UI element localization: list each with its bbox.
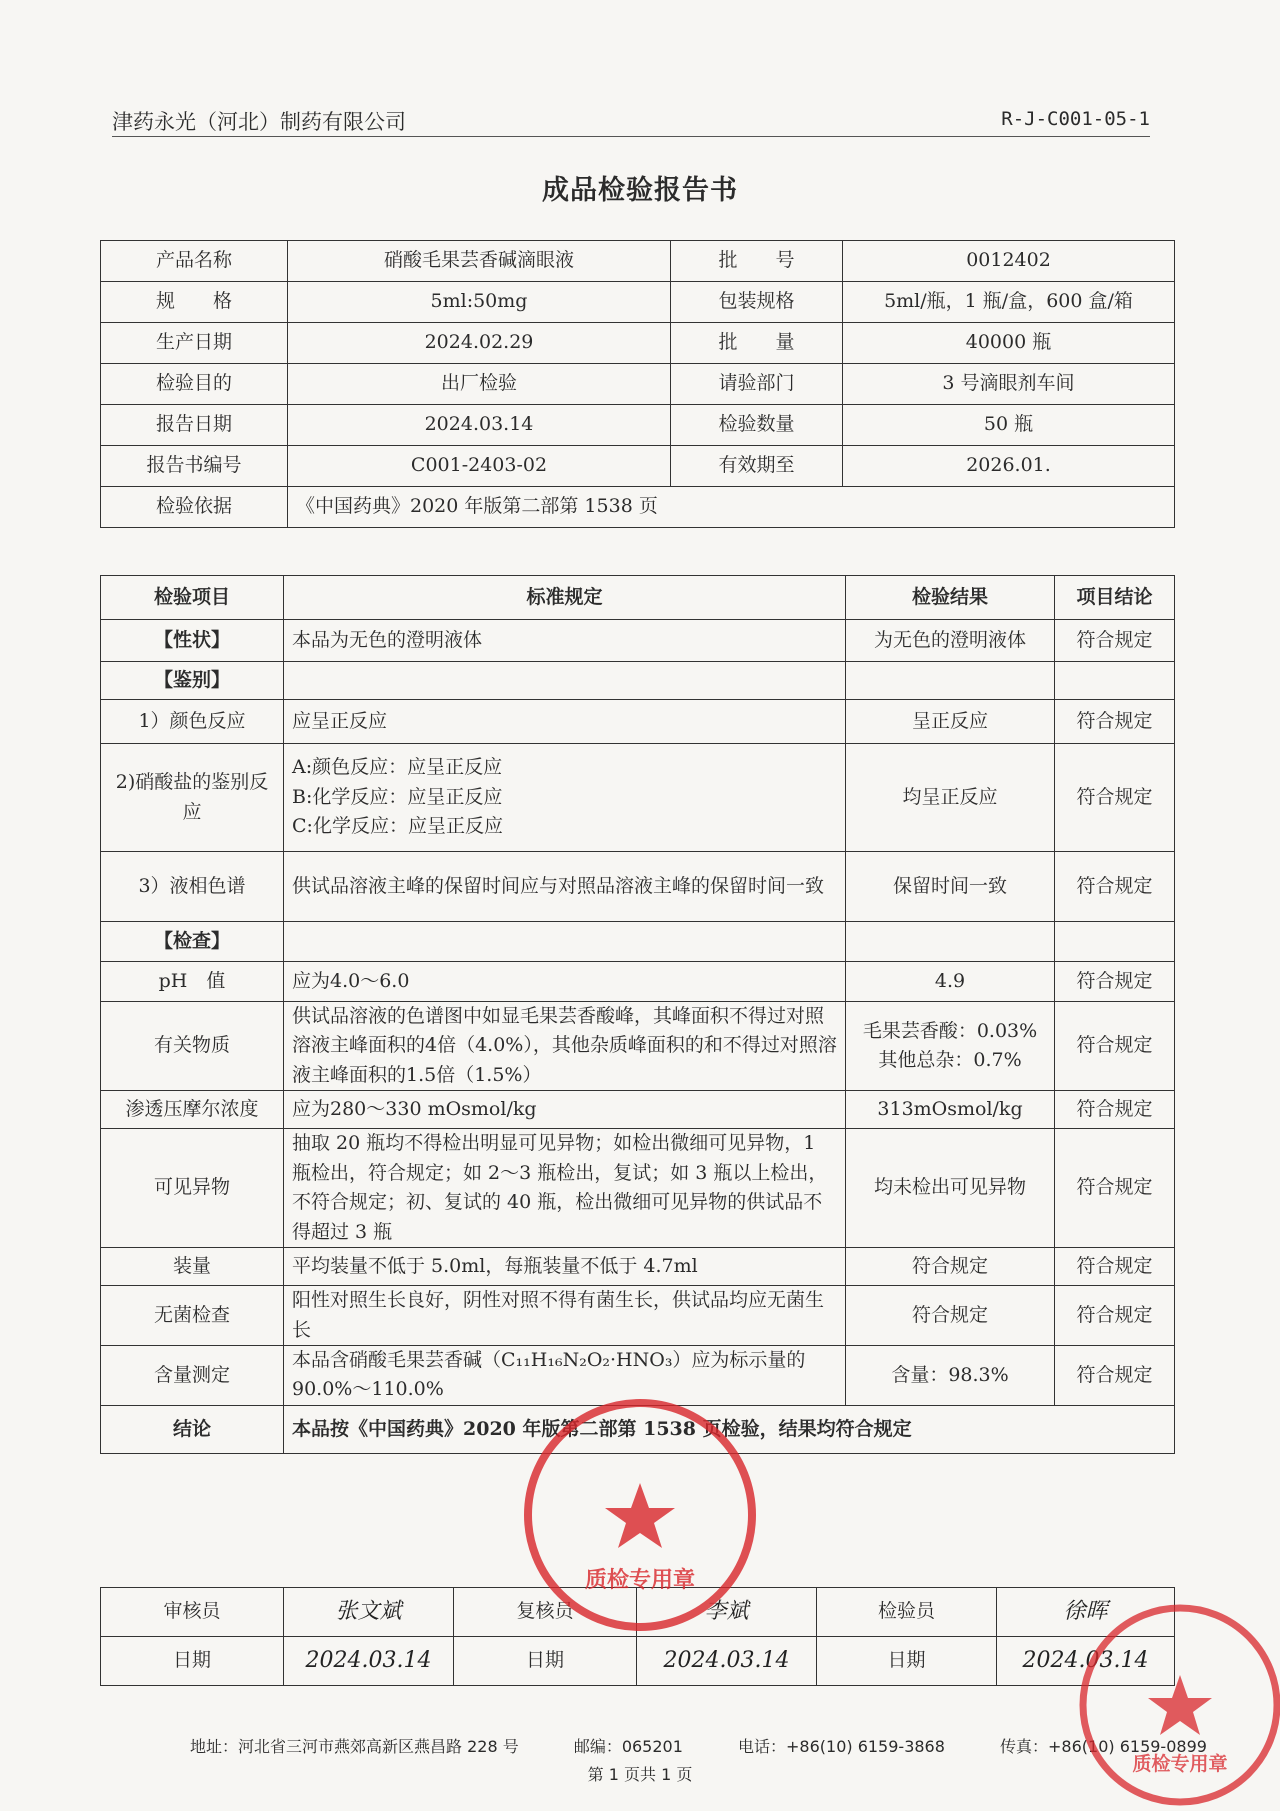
test-conclusion: 符合规定	[1055, 744, 1175, 852]
test-standard	[284, 922, 846, 962]
test-conclusion: 符合规定	[1055, 620, 1175, 662]
rechecker-date: 2024.03.14	[637, 1637, 817, 1686]
info-label: 检验数量	[671, 405, 843, 446]
test-standard: 阳性对照生长良好，阴性对照不得有菌生长，供试品均应无菌生长	[284, 1286, 846, 1346]
header-result: 检验结果	[846, 576, 1055, 620]
info-label: 报告日期	[101, 405, 288, 446]
test-conclusion: 符合规定	[1055, 852, 1175, 922]
test-row	[101, 962, 1175, 1002]
test-row	[101, 1286, 1175, 1346]
test-row	[101, 1002, 1175, 1091]
test-row	[101, 852, 1175, 922]
test-result: 4.9	[846, 962, 1055, 1002]
test-item: 可见异物	[101, 1129, 284, 1248]
test-result: 均呈正反应	[846, 744, 1055, 852]
info-label: 检验目的	[101, 364, 288, 405]
test-conclusion: 符合规定	[1055, 1248, 1175, 1286]
conclusion-text: 本品按《中国药典》2020 年版第二部第 1538 页检验，结果均符合规定	[284, 1405, 1175, 1453]
test-result: 保留时间一致	[846, 852, 1055, 922]
test-standard: 本品含硝酸毛果芸香碱（C₁₁H₁₆N₂O₂·HNO₃）应为标示量的90.0%～110.0%	[284, 1345, 846, 1405]
page-number: 第 1 页共 1 页	[587, 1765, 693, 1784]
rechecker-signature: 李斌	[637, 1588, 817, 1637]
test-row	[101, 700, 1175, 744]
info-value: 2024.03.14	[288, 405, 671, 446]
info-label: 请验部门	[671, 364, 843, 405]
info-row	[101, 241, 1175, 282]
info-value: 3 号滴眼剂车间	[843, 364, 1175, 405]
signoff-row	[101, 1588, 1175, 1637]
test-conclusion: 符合规定	[1055, 1091, 1175, 1129]
test-result: 符合规定	[846, 1286, 1055, 1346]
test-row	[101, 1129, 1175, 1248]
reviewer-date-label: 日期	[101, 1637, 284, 1686]
info-value: 5ml:50mg	[288, 282, 671, 323]
info-value: 2024.02.29	[288, 323, 671, 364]
rechecker-date-label: 日期	[454, 1637, 637, 1686]
test-standard: 供试品溶液主峰的保留时间应与对照品溶液主峰的保留时间一致	[284, 852, 846, 922]
test-result: 符合规定	[846, 1248, 1055, 1286]
info-label: 生产日期	[101, 323, 288, 364]
test-item: 【检查】	[101, 922, 284, 962]
conclusion-label: 结论	[101, 1405, 284, 1453]
footer-postcode: 邮编：065201	[573, 1737, 683, 1756]
test-item: 无菌检查	[101, 1286, 284, 1346]
report-title: 成品检验报告书	[542, 175, 738, 206]
info-label: 批 号	[671, 241, 843, 282]
product-info-table	[100, 240, 1175, 528]
test-conclusion	[1055, 922, 1175, 962]
info-value: 50 瓶	[843, 405, 1175, 446]
info-label: 产品名称	[101, 241, 288, 282]
test-conclusion: 符合规定	[1055, 1129, 1175, 1248]
header-standard: 标准规定	[284, 576, 846, 620]
info-value: 5ml/瓶，1 瓶/盒，600 盒/箱	[843, 282, 1175, 323]
test-conclusion: 符合规定	[1055, 1286, 1175, 1346]
test-conclusion: 符合规定	[1055, 1345, 1175, 1405]
inspector-date: 2024.03.14	[997, 1637, 1175, 1686]
test-row	[101, 662, 1175, 700]
inspector-signature: 徐晖	[997, 1588, 1175, 1637]
conclusion-row	[101, 1405, 1175, 1453]
footer-address: 地址：河北省三河市燕郊高新区燕昌路 228 号	[190, 1737, 519, 1756]
footer-contact	[190, 1734, 1257, 1757]
test-result: 均未检出可见异物	[846, 1129, 1055, 1248]
svg-text:质检专用章: 质检专用章	[584, 1568, 696, 1593]
company-name: 津药永光（河北）制药有限公司	[112, 110, 406, 134]
test-item: 含量测定	[101, 1345, 284, 1405]
test-item: 【鉴别】	[101, 662, 284, 700]
svg-text:质检专用章: 质检专用章	[1132, 1753, 1228, 1775]
test-row	[101, 620, 1175, 662]
test-standard: 应为280～330 mOsmol/kg	[284, 1091, 846, 1129]
test-standard: 应为4.0～6.0	[284, 962, 846, 1002]
page-header	[112, 104, 1150, 137]
test-result: 含量：98.3%	[846, 1345, 1055, 1405]
reviewer-date: 2024.03.14	[284, 1637, 454, 1686]
test-conclusion: 符合规定	[1055, 700, 1175, 744]
inspector-label: 检验员	[817, 1588, 997, 1637]
test-standard: 应呈正反应	[284, 700, 846, 744]
test-row	[101, 922, 1175, 962]
info-label: 规 格	[101, 282, 288, 323]
test-item: 装量	[101, 1248, 284, 1286]
footer-fax: 传真：+86(10) 6159-0899	[1000, 1737, 1207, 1756]
date-row	[101, 1637, 1175, 1686]
test-result	[846, 662, 1055, 700]
basis-row	[101, 487, 1175, 528]
test-conclusion: 符合规定	[1055, 962, 1175, 1002]
basis-label: 检验依据	[101, 487, 288, 528]
info-row	[101, 282, 1175, 323]
test-standard: 平均装量不低于 5.0ml，每瓶装量不低于 4.7ml	[284, 1248, 846, 1286]
test-conclusion: 符合规定	[1055, 1002, 1175, 1091]
info-value: 0012402	[843, 241, 1175, 282]
info-value: 2026.01.	[843, 446, 1175, 487]
test-item: 有关物质	[101, 1002, 284, 1091]
test-item: 3）液相色谱	[101, 852, 284, 922]
header-conclusion: 项目结论	[1055, 576, 1175, 620]
reviewer-signature: 张文斌	[284, 1588, 454, 1637]
info-row	[101, 446, 1175, 487]
test-row	[101, 744, 1175, 852]
test-results-table	[100, 575, 1175, 1454]
test-standard: 本品为无色的澄明液体	[284, 620, 846, 662]
info-value: 硝酸毛果芸香碱滴眼液	[288, 241, 671, 282]
test-item: 渗透压摩尔浓度	[101, 1091, 284, 1129]
document-code: R-J-C001-05-1	[1001, 108, 1150, 130]
test-result	[846, 922, 1055, 962]
basis-value: 《中国药典》2020 年版第二部第 1538 页	[288, 487, 1175, 528]
reviewer-label: 审核员	[101, 1588, 284, 1637]
test-standard	[284, 662, 846, 700]
test-standard: 供试品溶液的色谱图中如显毛果芸香酸峰，其峰面积不得过对照溶液主峰面积的4倍（4.0%），其他杂质峰面积的和不得过对照溶液主峰面积的1.5倍（1.5%）	[284, 1002, 846, 1091]
table-header-row	[101, 576, 1175, 620]
test-result: 呈正反应	[846, 700, 1055, 744]
test-item: 【性状】	[101, 620, 284, 662]
info-value: C001-2403-02	[288, 446, 671, 487]
info-value: 40000 瓶	[843, 323, 1175, 364]
test-row	[101, 1248, 1175, 1286]
inspector-date-label: 日期	[817, 1637, 997, 1686]
signoff-table	[100, 1587, 1175, 1686]
test-item: 2)硝酸盐的鉴别反应	[101, 744, 284, 852]
test-standard: A:颜色反应：应呈正反应 B:化学反应：应呈正反应 C:化学反应：应呈正反应	[284, 744, 846, 852]
info-row	[101, 323, 1175, 364]
rechecker-label: 复核员	[454, 1588, 637, 1637]
footer-phone: 电话：+86(10) 6159-3868	[738, 1737, 945, 1756]
info-value: 出厂检验	[288, 364, 671, 405]
test-row	[101, 1345, 1175, 1405]
test-result: 313mOsmol/kg	[846, 1091, 1055, 1129]
info-row	[101, 364, 1175, 405]
test-conclusion	[1055, 662, 1175, 700]
test-standard: 抽取 20 瓶均不得检出明显可见异物；如检出微细可见异物，1 瓶检出，符合规定；如 2～3 瓶检出，复试；如 3 瓶以上检出，不符合规定；初、复试的 40 瓶，检出微细可见异物的供试品不得超过 3 瓶	[284, 1129, 846, 1248]
info-label: 包装规格	[671, 282, 843, 323]
info-label: 报告书编号	[101, 446, 288, 487]
test-result: 为无色的澄明液体	[846, 620, 1055, 662]
info-label: 批 量	[671, 323, 843, 364]
info-label: 有效期至	[671, 446, 843, 487]
test-row	[101, 1091, 1175, 1129]
info-row	[101, 405, 1175, 446]
test-item: pH 值	[101, 962, 284, 1002]
test-item: 1）颜色反应	[101, 700, 284, 744]
header-item: 检验项目	[101, 576, 284, 620]
test-result: 毛果芸香酸：0.03% 其他总杂：0.7%	[846, 1002, 1055, 1091]
